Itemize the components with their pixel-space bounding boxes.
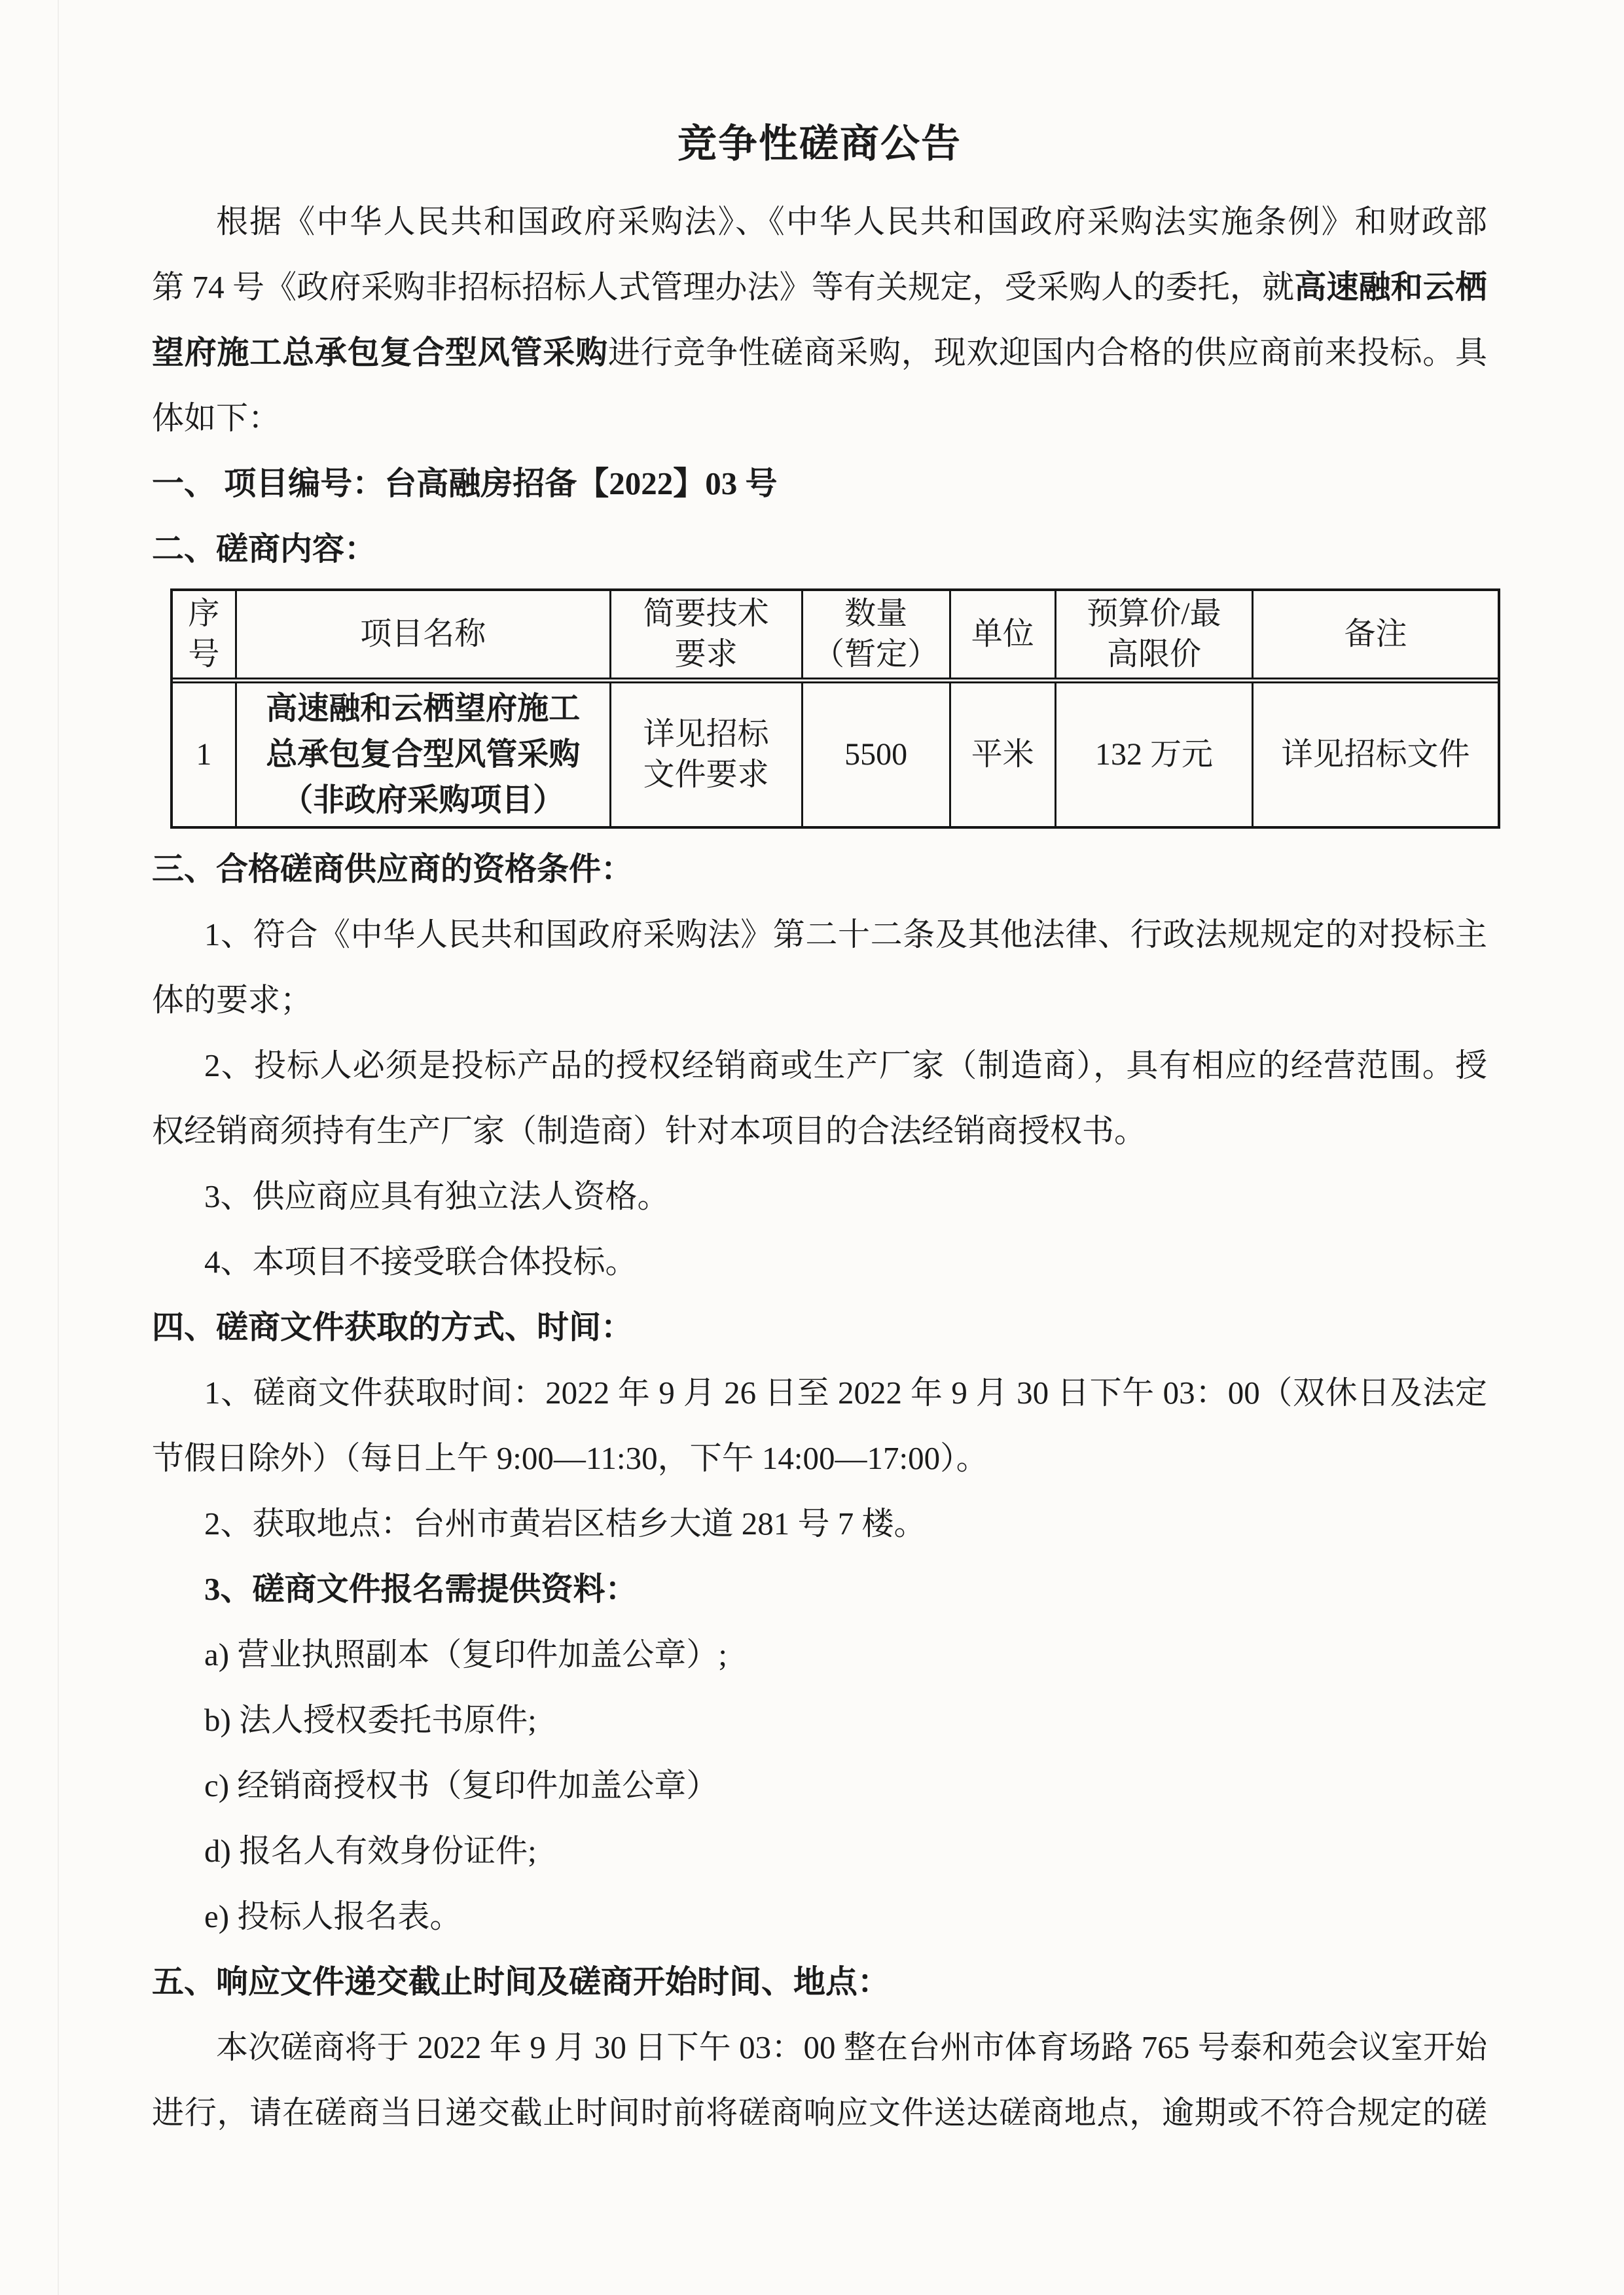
header-text: 高限价 — [1106, 637, 1201, 672]
list-item-line: 权经销商须持有生产厂家（制造商）针对本项目的合法经销商授权书。 — [152, 1113, 1147, 1149]
list-item-line: b) 法人授权委托书原件; — [204, 1702, 537, 1738]
section-4-heading: 四、磋商文件获取的方式、时间： — [152, 1309, 634, 1345]
paragraph-text: 进行竞争性磋商采购，现欢迎国内合格的供应商前来投标。具 — [607, 334, 1487, 370]
cell-text: 文件要求 — [643, 757, 769, 792]
section-1-heading: 一、 项目编号：台高融房招备【2022】03 号 — [152, 465, 778, 501]
header-text: 数量 — [844, 596, 908, 631]
cell-text: （非政府采购项目） — [281, 783, 565, 818]
intro-paragraph — [152, 189, 1487, 451]
header-text: 备注 — [1344, 617, 1407, 651]
cell-text: 详见招标文件 — [1281, 737, 1470, 772]
list-item-line: e) 投标人报名表。 — [204, 1898, 462, 1934]
table-header-row — [173, 591, 1498, 683]
header-cell-seq — [173, 591, 237, 678]
cell-text: 详见招标 — [643, 717, 769, 751]
cell-project-name — [237, 683, 611, 826]
header-text: （暂定） — [813, 637, 939, 672]
header-text: 预算价/最 — [1087, 596, 1221, 631]
header-cell-remarks — [1254, 591, 1498, 678]
list-item-line: 体的要求； — [152, 982, 313, 1018]
section-5-heading: 五、响应文件递交截止时间及磋商开始时间、地点： — [152, 1964, 890, 2000]
paragraph-line — [152, 320, 1487, 386]
table-data-row — [173, 683, 1498, 826]
cell-remarks — [1254, 683, 1498, 826]
paragraph-line — [152, 255, 1487, 320]
list-item-line: 2、获取地点：台州市黄岩区桔乡大道 281 号 7 楼。 — [204, 1506, 926, 1542]
section-3-heading: 三、合格磋商供应商的资格条件： — [152, 851, 634, 887]
project-name-bold-text: 高速融和云栖 — [1294, 269, 1487, 305]
list-item-line: 节假日除外）（每日上午 9:00—11:30，下午 14:00—17:00）。 — [152, 1440, 988, 1476]
header-cell-unit — [951, 591, 1056, 678]
project-name-bold-text: 望府施工总承包复合型风管采购 — [152, 334, 608, 370]
list-item-line: 1、磋商文件获取时间：2022 年 9 月 26 日至 2022 年 9 月 30 日下午 03：00（双休日及法定 — [204, 1375, 1487, 1411]
closing-paragraph-line: 进行，请在磋商当日递交截止时间时前将磋商响应文件送达磋商地点，逾期或不符合规定的磋 — [152, 2095, 1487, 2131]
header-text: 序 — [188, 596, 220, 631]
header-cell-budget-price — [1056, 591, 1254, 678]
document-content — [152, 108, 1487, 2146]
paragraph-text: 第 74 号《政府采购非招标招标人式管理办法》等有关规定，受采购人的委托，就 — [152, 269, 1295, 305]
header-cell-tech-requirements — [611, 591, 803, 678]
cell-text: 1 — [196, 737, 212, 772]
list-item-line: a) 营业执照副本（复印件加盖公章）; — [204, 1636, 727, 1672]
list-item-line: 2、投标人必须是投标产品的授权经销商或生产厂家（制造商），具有相应的经营范围。授 — [204, 1047, 1487, 1083]
list-item-line: 1、符合《中华人民共和国政府采购法》第二十二条及其他法律、行政法规规定的对投标主 — [204, 916, 1487, 952]
header-text: 单位 — [971, 617, 1034, 651]
header-cell-quantity — [803, 591, 951, 678]
paragraph-line: 根据《中华人民共和国政府采购法》、《中华人民共和国政府采购法实施条例》和财政部 — [216, 204, 1487, 240]
cell-seq — [173, 683, 237, 826]
scan-edge-line — [58, 0, 59, 2295]
header-text: 简要技术 — [643, 596, 769, 631]
procurement-table — [170, 588, 1500, 829]
list-item-line: 3、磋商文件报名需提供资料： — [204, 1571, 638, 1607]
cell-unit — [951, 683, 1056, 826]
closing-paragraph-line: 本次磋商将于 2022 年 9 月 30 日下午 03：00 整在台州市体育场路 765 号泰和苑会议室开始 — [216, 2029, 1487, 2065]
cell-text: 平米 — [971, 737, 1034, 772]
cell-text: 132 万元 — [1094, 737, 1213, 772]
header-text: 要求 — [674, 637, 738, 672]
list-item-line: 4、本项目不接受联合体投标。 — [204, 1244, 638, 1280]
document-title: 竞争性磋商公告 — [677, 122, 962, 166]
header-text: 项目名称 — [360, 617, 486, 651]
cell-budget-price — [1056, 683, 1254, 826]
cell-text: 5500 — [844, 737, 908, 772]
paragraph-line: 体如下： — [152, 400, 281, 436]
cell-quantity — [803, 683, 951, 826]
list-item-line: d) 报名人有效身份证件; — [204, 1833, 537, 1869]
section-2-heading: 二、磋商内容： — [152, 531, 377, 567]
header-cell-project-name — [237, 591, 611, 678]
header-text: 号 — [188, 637, 220, 672]
cell-text: 总承包复合型风管采购 — [266, 737, 581, 772]
list-item-line: 3、供应商应具有独立法人资格。 — [204, 1178, 670, 1214]
cell-tech-requirements — [611, 683, 803, 826]
list-item-line: c) 经销商授权书（复印件加盖公章） — [204, 1767, 719, 1803]
cell-text: 高速融和云栖望府施工 — [266, 691, 581, 726]
